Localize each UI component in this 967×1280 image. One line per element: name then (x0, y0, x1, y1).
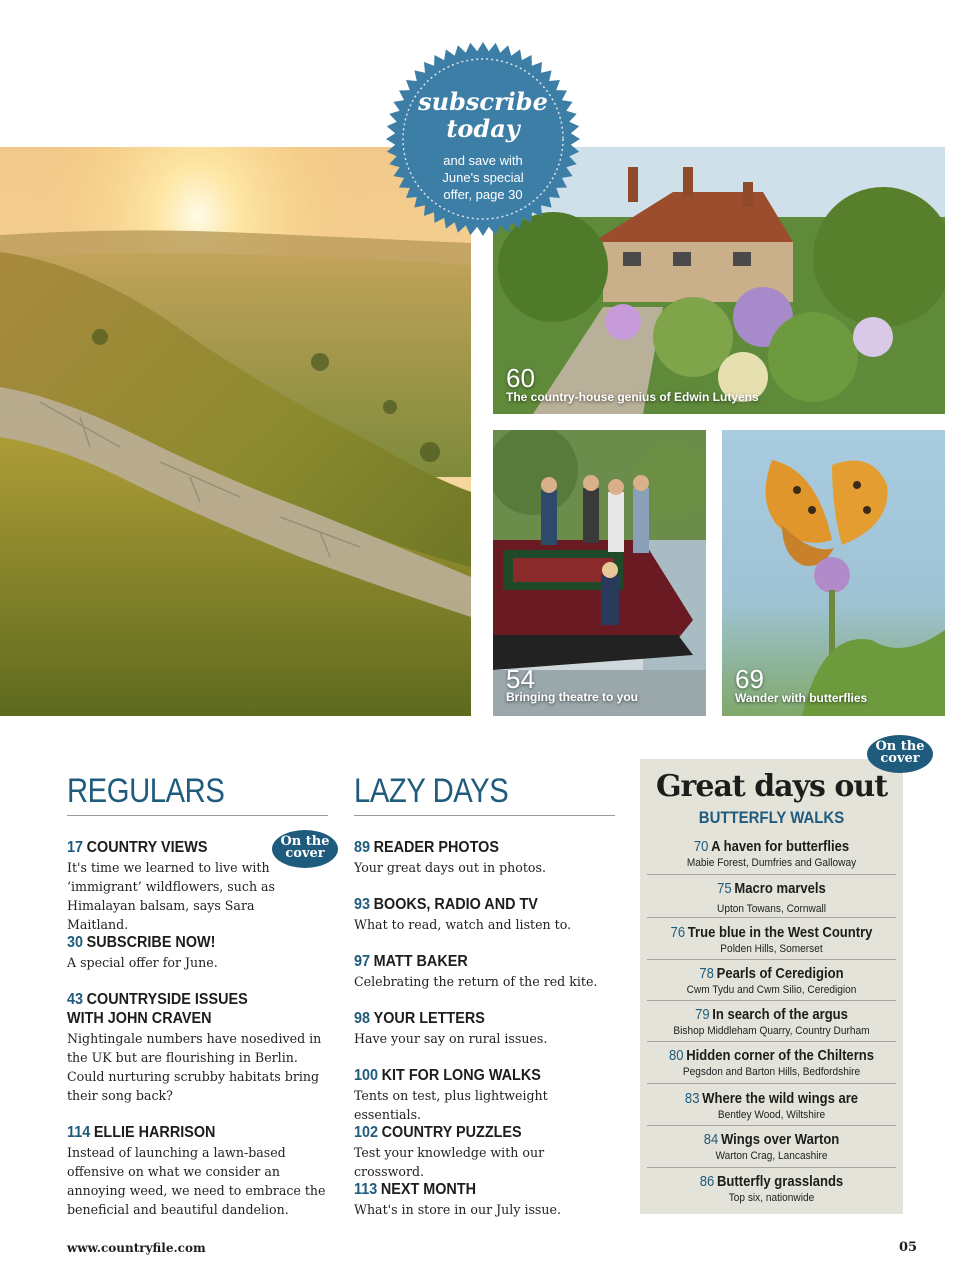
entry-title (354, 952, 590, 971)
lazy-days-entry[interactable] (354, 952, 616, 991)
walk-item[interactable] (647, 965, 896, 997)
regulars-rule (67, 815, 328, 816)
entry-description: Your great days out in photos. (354, 860, 546, 875)
walk-location: Bentley Wood, Wiltshire (717, 1109, 826, 1121)
walk-location: Warton Crag, Lancashire (715, 1150, 828, 1162)
photo-page-number: 69 (735, 664, 764, 694)
on-cover-line: On the (875, 739, 925, 754)
photo-caption: Wander with butterflies (735, 691, 868, 705)
butterfly-photo (722, 430, 945, 716)
regulars-entry[interactable] (67, 990, 329, 1105)
walk-page-number: 83 (684, 1091, 700, 1107)
walk-item[interactable] (647, 880, 896, 916)
walk-location: Upton Towans, Cornwall (717, 903, 826, 915)
entry-page-number: 43 (67, 991, 84, 1008)
walk-page-number: 76 (670, 925, 686, 941)
badge-sub-line: offer, page 30 (443, 187, 523, 202)
walk-divider (647, 1041, 896, 1042)
photo-caption: The country-house genius of Edwin Lutyens (506, 390, 759, 404)
entry-title (354, 838, 590, 857)
great-days-out-box (640, 759, 903, 1214)
walk-title (659, 1090, 883, 1108)
walk-divider (647, 1167, 896, 1168)
walk-location: Cwm Tydu and Cwm Silio, Ceredigion (686, 984, 857, 996)
entry-title-text: YOUR LETTERS (373, 1010, 485, 1027)
entry-page-number: 113 (354, 1181, 378, 1198)
entry-description: Instead of launching a lawn-based offensive on what we consider an annoying weed, we need to embrace the beneficial and beautiful dandelion. (67, 1145, 326, 1217)
badge-sub-line: June's special (442, 170, 524, 185)
photo-page-number: 60 (506, 363, 535, 393)
lazy-days-rule (354, 815, 615, 816)
entry-page-number: 30 (67, 934, 84, 951)
footer-website-url[interactable]: www.countryfile.com (67, 1241, 206, 1255)
walk-item[interactable] (647, 924, 896, 956)
walk-page-number: 80 (668, 1048, 684, 1064)
lazy-days-entry[interactable] (354, 1123, 616, 1181)
walk-item[interactable] (647, 1047, 896, 1079)
walk-location: Top six, nationwide (728, 1192, 815, 1204)
entry-description: Nightingale numbers have nosedived in the UK but are flourishing in Berlin. Could nurturing scrubby habitats bring their song back? (67, 1031, 322, 1103)
narrowboat-photo (493, 430, 706, 716)
walk-page-number: 84 (703, 1132, 719, 1148)
entry-description: Test your knowledge with our crossword. (354, 1145, 545, 1179)
entry-description: Celebrating the return of the red kite. (354, 974, 598, 989)
walk-page-number: 86 (699, 1174, 715, 1190)
entry-title-text: ELLIE HARRISON (93, 1124, 216, 1141)
entry-description: It's time we learned to live with ‘immigrant’ wildflowers, such as Himalayan balsam, says Sara Maitland. (67, 860, 276, 932)
entry-title-text: SUBSCRIBE NOW! (86, 934, 216, 951)
walk-divider (647, 959, 896, 960)
walk-title (659, 1131, 883, 1149)
walk-location: Pegsdon and Barton Hills, Bedfordshire (682, 1066, 861, 1078)
entry-page-number: 97 (354, 953, 371, 970)
walk-title (659, 1047, 883, 1065)
entry-title-text: COUNTRY PUZZLES (381, 1124, 522, 1141)
lazy-days-heading: LAZY DAYS (354, 772, 509, 810)
walk-title-text: Macro marvels (734, 881, 826, 897)
walk-location: Mabie Forest, Dumfries and Galloway (686, 857, 857, 869)
footer-page-number: 05 (899, 1240, 918, 1255)
entry-title (354, 1123, 590, 1142)
great-days-title: Great days out (655, 769, 888, 804)
walk-title-text: Where the wild wings are (702, 1091, 859, 1107)
entry-title-text: KIT FOR LONG WALKS (381, 1067, 541, 1084)
entry-description: Tents on test, plus lightweight essentials. (354, 1088, 548, 1122)
entry-description: What's in store in our July issue. (354, 1202, 561, 1217)
walk-title-text: Wings over Warton (720, 1132, 840, 1148)
walk-item[interactable] (647, 1173, 896, 1205)
walk-title (659, 1173, 883, 1191)
entry-title-text: READER PHOTOS (373, 839, 499, 856)
entry-title (354, 1180, 590, 1199)
entry-title-text: COUNTRY VIEWS (86, 839, 208, 856)
entry-title (67, 990, 303, 1009)
entry-title (67, 838, 303, 857)
walk-page-number: 79 (695, 1007, 710, 1023)
on-the-cover-badge (867, 735, 933, 773)
entry-title (354, 1066, 590, 1085)
walk-title (659, 880, 883, 898)
entry-page-number: 100 (354, 1067, 379, 1084)
walk-divider (647, 1083, 896, 1084)
walk-title (659, 1006, 883, 1024)
walk-item[interactable] (647, 1131, 896, 1163)
entry-page-number: 89 (354, 839, 371, 856)
butterfly-walks-subtitle: BUTTERFLY WALKS (698, 808, 845, 827)
entry-description: A special offer for June. (67, 955, 218, 970)
subscribe-badge[interactable] (385, 41, 581, 237)
entry-description: Have your say on rural issues. (354, 1031, 548, 1046)
lazy-days-entry[interactable] (354, 1009, 616, 1048)
photo-caption: Bringing theatre to you (506, 690, 638, 704)
entry-page-number: 102 (354, 1124, 379, 1141)
walk-divider (647, 1000, 896, 1001)
walk-title (659, 838, 883, 856)
regulars-heading: REGULARS (67, 772, 225, 810)
lazy-days-entry[interactable] (354, 1180, 616, 1219)
lazy-days-entry[interactable] (354, 1066, 616, 1124)
walk-title-text: Hidden corner of the Chilterns (686, 1048, 875, 1064)
walk-item[interactable] (647, 1090, 896, 1122)
regulars-entry[interactable] (67, 1123, 329, 1219)
badge-title-line: subscribe (418, 87, 548, 116)
walk-title-text: Butterfly grasslands (717, 1174, 844, 1190)
walk-page-number: 75 (717, 881, 732, 897)
badge-sub-line: and save with (443, 153, 523, 168)
walk-divider (647, 874, 896, 875)
badge-subtitle (385, 152, 581, 203)
entry-title-text: NEXT MONTH (380, 1181, 477, 1198)
walk-location: Polden Hills, Somerset (720, 943, 823, 955)
photo-page-number: 54 (506, 664, 535, 694)
walk-title-text: Pearls of Ceredigion (716, 966, 844, 982)
on-cover-line: On the (280, 834, 330, 849)
on-cover-line: cover (880, 751, 920, 766)
entry-title (67, 933, 303, 952)
on-cover-line: cover (285, 846, 325, 861)
badge-title-line: today (446, 114, 520, 143)
on-the-cover-badge (272, 830, 338, 868)
entry-description: What to read, watch and listen to. (354, 917, 572, 932)
walk-title-text: A haven for butterflies (711, 839, 850, 855)
walk-page-number: 78 (699, 966, 714, 982)
regulars-entry[interactable] (67, 933, 329, 972)
entry-page-number: 17 (67, 839, 84, 856)
entry-title-text: MATT BAKER (373, 953, 468, 970)
entry-title-line2: WITH JOHN CRAVEN (67, 1010, 212, 1027)
walk-divider (647, 1125, 896, 1126)
walk-title (659, 924, 883, 942)
entry-page-number: 114 (67, 1124, 91, 1141)
entry-title-text: BOOKS, RADIO AND TV (373, 896, 538, 913)
walk-item[interactable] (647, 1006, 896, 1038)
walk-title (659, 965, 883, 983)
entry-title-text: COUNTRYSIDE ISSUES (86, 991, 248, 1008)
walk-title-text: True blue in the West Country (687, 925, 873, 941)
walk-title-text: In search of the argus (712, 1007, 848, 1023)
walk-page-number: 70 (693, 839, 709, 855)
entry-page-number: 93 (354, 896, 371, 913)
walk-location: Bishop Middleham Quarry, Country Durham (673, 1025, 870, 1037)
lazy-days-entry[interactable] (354, 838, 616, 877)
badge-title (385, 88, 581, 142)
entry-page-number: 98 (354, 1010, 371, 1027)
entry-title (354, 1009, 590, 1028)
walk-divider (647, 917, 896, 918)
lazy-days-entry[interactable] (354, 895, 616, 934)
entry-title (67, 1123, 303, 1142)
entry-title (354, 895, 590, 914)
walk-item[interactable] (647, 838, 896, 870)
